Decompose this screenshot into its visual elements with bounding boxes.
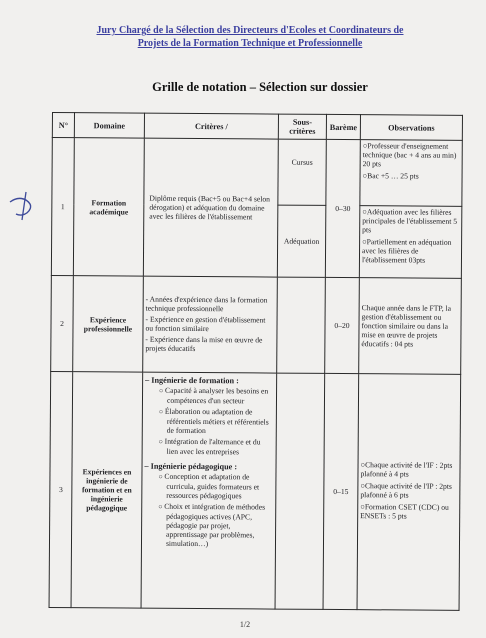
criterion-text: Choix et intégration de méthodes pédagogiques actives (APC, pédagogie par projet, apprentissage par problèmes, simulation…) [164, 501, 266, 549]
row-number: 1 [51, 138, 74, 276]
row-number: 3 [49, 371, 73, 607]
handwritten-mark-icon [4, 188, 42, 224]
sub-criterion-adequation: Adéquation [277, 205, 326, 277]
row-bareme: 0–30 [325, 139, 360, 277]
grading-table [49, 112, 463, 611]
criterion-item: - Expérience en gestion d'établissement ou fonction similaire [145, 314, 266, 333]
row-domaine: Expérience professionnelle [73, 276, 144, 372]
row-domaine: Formation académique [73, 138, 144, 276]
header-line-1: Jury Chargé de la Sélection des Directeurs d'Ecoles et Coordinateurs de [96, 25, 404, 36]
observation-item: ○Partiellement en adéquation avec les filières de l'établissement 03pts [361, 237, 452, 265]
observation-item: ○Chaque activité de l'IF : 2pts plafonné à 4 pts [360, 460, 453, 479]
row-number: 2 [51, 275, 74, 371]
criterion-text: Intégration de l'alternance et du lien avec les entreprises [164, 436, 261, 457]
page-title: Grille de notation – Sélection sur dossier [152, 80, 368, 94]
observation-item: ○Adéquation avec les filières principales de l'établissement 5 pts [362, 207, 458, 235]
col-bareme: Barème [326, 114, 360, 139]
row-bareme: 0–15 [323, 373, 359, 609]
sub-criterion-cursus: Cursus [278, 139, 326, 205]
table-row [52, 138, 462, 207]
col-no: N° [52, 113, 74, 138]
col-criteres: Critères / [144, 113, 278, 139]
circle-bullet-icon: ○ [158, 407, 165, 416]
criterion-item [144, 502, 273, 549]
criterion-text: Conception et adaptation de curricula, guides formateurs et ressources pédagogiques [164, 471, 260, 501]
criterion-item: - Expérience dans la mise en œuvre de projets éducatifs [145, 334, 263, 353]
circle-bullet-icon: ○ [159, 386, 166, 395]
criterion-text: Élaboration ou adaptation de référentiels métiers et référentiels de formation [164, 406, 269, 436]
row-observations [357, 374, 461, 611]
section-title-ingenierie-formation: – Ingénierie de formation : [145, 375, 239, 386]
criterion-item [145, 407, 274, 436]
criterion-item: - Années d'expérience dans la formation technique professionnelle [145, 294, 268, 313]
row-observations-cursus [360, 140, 462, 207]
circle-bullet-icon: ○ [158, 437, 165, 446]
document-header [70, 24, 430, 50]
row-criteres [143, 276, 278, 373]
observation-item: ○Bac +5 … 25 pts [362, 171, 419, 181]
col-domaine: Domaine [74, 113, 144, 138]
table-row [51, 275, 462, 374]
row-domaine: Expériences en ingénierie de formation et en ingénierie pédagogique [71, 372, 143, 608]
row-observations-adequation [359, 206, 462, 279]
col-sous-criteres: Sous-critères [278, 114, 326, 139]
criterion-item [145, 437, 274, 457]
row-bareme: 0–20 [325, 277, 360, 373]
table-row [49, 371, 461, 610]
row-sous-criteres-empty [277, 277, 326, 373]
observation-item: ○Professeur d'enseignement technique (bac + 4 ans au min) 20 pts [362, 141, 457, 169]
row-criteres: Diplôme requis (Bac+5 ou Bac+4 selon dérogation) et adéquation du domaine avec les filières de l'établissement [143, 138, 278, 277]
page-number: 1/2 [239, 620, 251, 629]
col-observations: Observations [360, 115, 462, 141]
criterion-item [144, 472, 273, 501]
header-line-2: Projets de la Formation Technique et Professionnelle [137, 38, 363, 49]
criterion-item [145, 386, 274, 406]
table-header-row [52, 113, 462, 141]
circle-bullet-icon: ○ [158, 502, 165, 511]
observation-item: ○Formation CSET (CDC) ou ENSETs : 5 pts [360, 502, 449, 521]
section-title-ingenierie-pedagogique: – Ingénierie pédagogique : [144, 461, 238, 472]
circle-bullet-icon: ○ [158, 472, 165, 481]
row-sous-criteres-empty [275, 373, 325, 609]
row-criteres [141, 372, 277, 609]
row-observations: Chaque année dans le FTP, la gestion d'établissement ou fonction similaire ou dans la mise en œuvre de projets éducatifs : 04 pts [359, 278, 462, 375]
observation-item: ○Chaque activité de l'IP : 2pts plafonné à 6 pts [360, 481, 452, 500]
criterion-text: Capacité à analyser les besoins en compétences d'un secteur [165, 385, 269, 406]
